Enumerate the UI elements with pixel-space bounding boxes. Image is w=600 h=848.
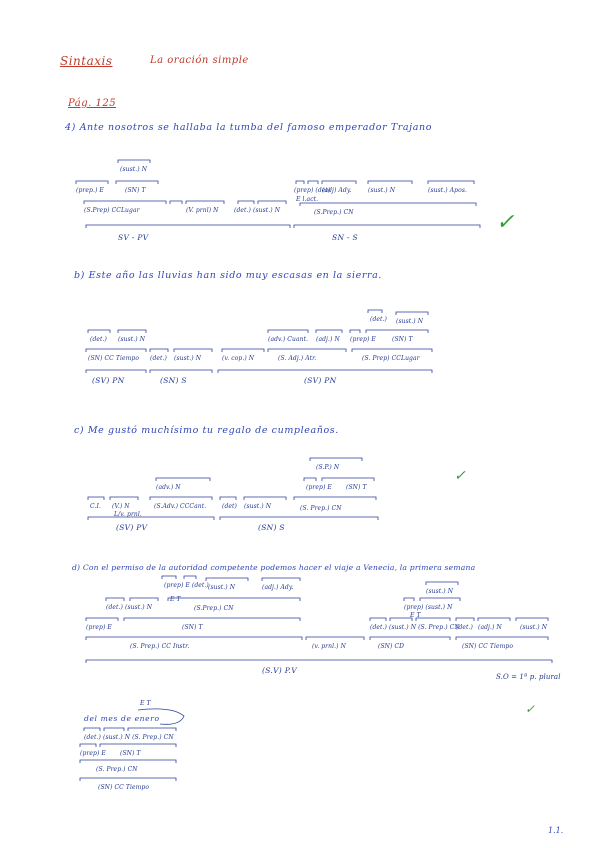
sentence-c: c) Me gustó muchísimo tu regalo de cumpleaños. bbox=[74, 425, 339, 436]
label: (S. Adj.) Atr. bbox=[278, 355, 317, 362]
bracket bbox=[352, 349, 432, 352]
bracket bbox=[222, 349, 264, 352]
label: (sust.) N bbox=[244, 503, 272, 510]
bracket bbox=[150, 497, 212, 500]
bracket bbox=[268, 330, 308, 333]
bracket bbox=[110, 497, 138, 500]
label: (S. Prep.) CN bbox=[300, 505, 342, 512]
bracket bbox=[238, 201, 254, 204]
label: (SN) CC Tiempo bbox=[88, 355, 140, 362]
label: (SV) PV bbox=[116, 523, 148, 532]
label: (det.) bbox=[150, 355, 167, 362]
check-mark-icon: ✓ bbox=[454, 468, 466, 484]
bracket bbox=[516, 618, 548, 621]
label: (adj.) N bbox=[478, 624, 502, 631]
label: (prep) E bbox=[350, 336, 376, 343]
bracket bbox=[310, 458, 362, 461]
label: (SN) CC Tiempo bbox=[462, 643, 514, 650]
label: (S.Adv.) CCCant. bbox=[154, 503, 207, 510]
bracket bbox=[322, 478, 374, 481]
bracket bbox=[416, 618, 450, 621]
bracket bbox=[162, 576, 176, 579]
bracket bbox=[86, 660, 552, 663]
check-mark-icon: ✓ bbox=[496, 210, 515, 235]
bracket bbox=[370, 637, 450, 640]
label: (det) bbox=[222, 503, 237, 510]
bracket bbox=[86, 349, 146, 352]
bracket bbox=[84, 201, 166, 204]
sentence-a: 4) Ante nosotros se hallaba la tumba del famoso emperador Trajano bbox=[65, 122, 433, 133]
bracket bbox=[76, 181, 108, 184]
bracket bbox=[88, 517, 214, 520]
sentence-d-continuation: del mes de enero bbox=[84, 714, 160, 723]
bracket bbox=[296, 181, 304, 184]
bracket bbox=[316, 330, 342, 333]
bracket bbox=[306, 637, 364, 640]
bracket bbox=[258, 201, 286, 204]
bracket bbox=[220, 517, 378, 520]
bracket bbox=[130, 598, 158, 601]
bracket bbox=[304, 478, 316, 481]
bracket bbox=[390, 618, 412, 621]
sentence-d: d) Con el permiso de la autoridad competente podemos hacer el viaje a Venecia, la primera semana bbox=[72, 563, 476, 572]
label: (SN) S bbox=[160, 376, 187, 385]
bracket bbox=[244, 497, 286, 500]
bracket bbox=[218, 370, 432, 373]
label: (V.) N bbox=[112, 503, 130, 510]
label: (S. Prep) CCLugar bbox=[362, 355, 420, 362]
label: (SV) PN bbox=[92, 376, 125, 385]
bracket bbox=[150, 370, 212, 373]
bracket bbox=[294, 225, 480, 228]
label: (SN) S bbox=[258, 523, 285, 532]
label: (det.) (sust.) N bbox=[234, 207, 281, 214]
bracket bbox=[308, 181, 318, 184]
bracket bbox=[220, 497, 236, 500]
label: (sust.) N bbox=[520, 624, 548, 631]
bracket bbox=[350, 330, 360, 333]
label: (prep) (sust.) N bbox=[404, 604, 453, 611]
bracket bbox=[300, 203, 476, 206]
bracket bbox=[80, 778, 176, 781]
page-number: 1.1. bbox=[548, 826, 564, 835]
label: (det.) (sust.) N bbox=[106, 604, 153, 611]
bracket bbox=[428, 181, 474, 184]
bracket bbox=[86, 637, 302, 640]
label: (S.V) P.V bbox=[262, 666, 297, 675]
label: (S. Prep.) CC Instr. bbox=[130, 643, 190, 650]
label: (sust.) N bbox=[174, 355, 202, 362]
bracket bbox=[118, 160, 150, 163]
label: (prep) E bbox=[80, 750, 106, 757]
bracket bbox=[150, 349, 168, 352]
label: (sust.) N bbox=[426, 588, 454, 595]
bracket bbox=[170, 201, 182, 204]
label: (V. prnl) N bbox=[186, 207, 219, 214]
bracket bbox=[262, 578, 300, 581]
label: (S.Prep.) CN bbox=[194, 605, 234, 612]
label: (det.) bbox=[370, 316, 387, 323]
label: (SN) T bbox=[392, 336, 413, 343]
label: (adj.) N bbox=[316, 336, 340, 343]
label: (S.Prep) CCLugar bbox=[84, 207, 140, 214]
bracket bbox=[104, 728, 124, 731]
label: (sust.) N bbox=[396, 318, 424, 325]
bracket bbox=[184, 576, 196, 579]
page-subtitle: La oración simple bbox=[150, 55, 249, 66]
bracket bbox=[118, 330, 146, 333]
bracket bbox=[84, 728, 100, 731]
bracket bbox=[420, 598, 460, 601]
label: (sust.) Apos. bbox=[428, 187, 468, 194]
page-title: Sintaxis bbox=[60, 54, 113, 68]
label: (SV) PN bbox=[304, 376, 337, 385]
label: L/v. prnl. bbox=[114, 511, 142, 518]
label: (sust.) N bbox=[118, 336, 146, 343]
label: (SN) CC Tiempo bbox=[98, 784, 150, 791]
bracket bbox=[478, 618, 510, 621]
sentence-b: b) Este año las lluvias han sido muy escasas en la sierra. bbox=[74, 270, 383, 281]
label: (sust.) N bbox=[368, 187, 396, 194]
label: (prep) E bbox=[306, 484, 332, 491]
bracket bbox=[174, 349, 212, 352]
bracket bbox=[396, 312, 428, 315]
bracket bbox=[88, 330, 110, 333]
label: (det.) bbox=[456, 624, 473, 631]
label: (v. prnl.) N bbox=[312, 643, 346, 650]
label: (prep) E bbox=[86, 624, 112, 631]
label: SV - PV bbox=[118, 233, 149, 242]
note: S.O = 1ª p. plural bbox=[496, 673, 561, 681]
label: (SN) T bbox=[120, 750, 141, 757]
label: E l.act. bbox=[296, 196, 319, 203]
label: (SN) T bbox=[182, 624, 203, 631]
label: (S. Prep.) CN bbox=[96, 766, 138, 773]
bracket bbox=[426, 582, 458, 585]
check-mark-icon: ✓ bbox=[525, 702, 536, 716]
bracket bbox=[86, 225, 290, 228]
label: (adj.) Ady. bbox=[262, 584, 294, 591]
bracket bbox=[168, 598, 300, 601]
label: C.I. bbox=[90, 503, 101, 510]
label: (det.) bbox=[90, 336, 107, 343]
label: (sust.) N bbox=[120, 166, 148, 173]
label: E T bbox=[410, 612, 421, 619]
label: (prep) (det) bbox=[294, 187, 331, 194]
bracket bbox=[86, 370, 146, 373]
label: (S.Prep.) CN bbox=[314, 209, 354, 216]
label: (SN) T bbox=[346, 484, 367, 491]
bracket bbox=[268, 349, 346, 352]
label: (adj) Ady. bbox=[322, 187, 352, 194]
label: (adv.) Cuant. bbox=[268, 336, 309, 343]
bracket bbox=[116, 181, 158, 184]
bracket bbox=[294, 497, 376, 500]
bracket bbox=[124, 618, 300, 621]
label: (v. cop.) N bbox=[222, 355, 255, 362]
bracket bbox=[368, 310, 382, 313]
label: (prep) E (det.) bbox=[164, 582, 209, 589]
bracket bbox=[370, 618, 386, 621]
bracket bbox=[186, 201, 224, 204]
bracket bbox=[128, 728, 176, 731]
bracket bbox=[368, 181, 412, 184]
label: (sust.) N bbox=[208, 584, 236, 591]
bracket bbox=[100, 744, 176, 747]
label: (S.P.) N bbox=[316, 464, 340, 471]
label: (det.) (sust.) N (S. Prep.) CN bbox=[370, 624, 460, 631]
label: E T bbox=[170, 596, 181, 603]
page-reference: Pág. 125 bbox=[68, 98, 117, 109]
bracket bbox=[456, 618, 474, 621]
bracket bbox=[80, 744, 96, 747]
label: (SN) CD bbox=[378, 643, 405, 650]
bracket bbox=[80, 760, 176, 763]
bracket bbox=[404, 598, 414, 601]
label: SN - S bbox=[332, 233, 358, 242]
bracket bbox=[86, 618, 118, 621]
bracket bbox=[156, 478, 210, 481]
label: (SN) T bbox=[125, 187, 146, 194]
bracket bbox=[366, 330, 428, 333]
label: E T bbox=[140, 700, 151, 707]
label: (det.) (sust.) N (S. Prep.) CN bbox=[84, 734, 174, 741]
label: (adv.) N bbox=[156, 484, 181, 491]
bracket bbox=[88, 497, 104, 500]
bracket bbox=[106, 598, 124, 601]
label: (prep.) E bbox=[76, 187, 104, 194]
bracket bbox=[322, 181, 356, 184]
bracket bbox=[206, 578, 248, 581]
bracket bbox=[456, 637, 548, 640]
bracket bbox=[138, 709, 184, 724]
